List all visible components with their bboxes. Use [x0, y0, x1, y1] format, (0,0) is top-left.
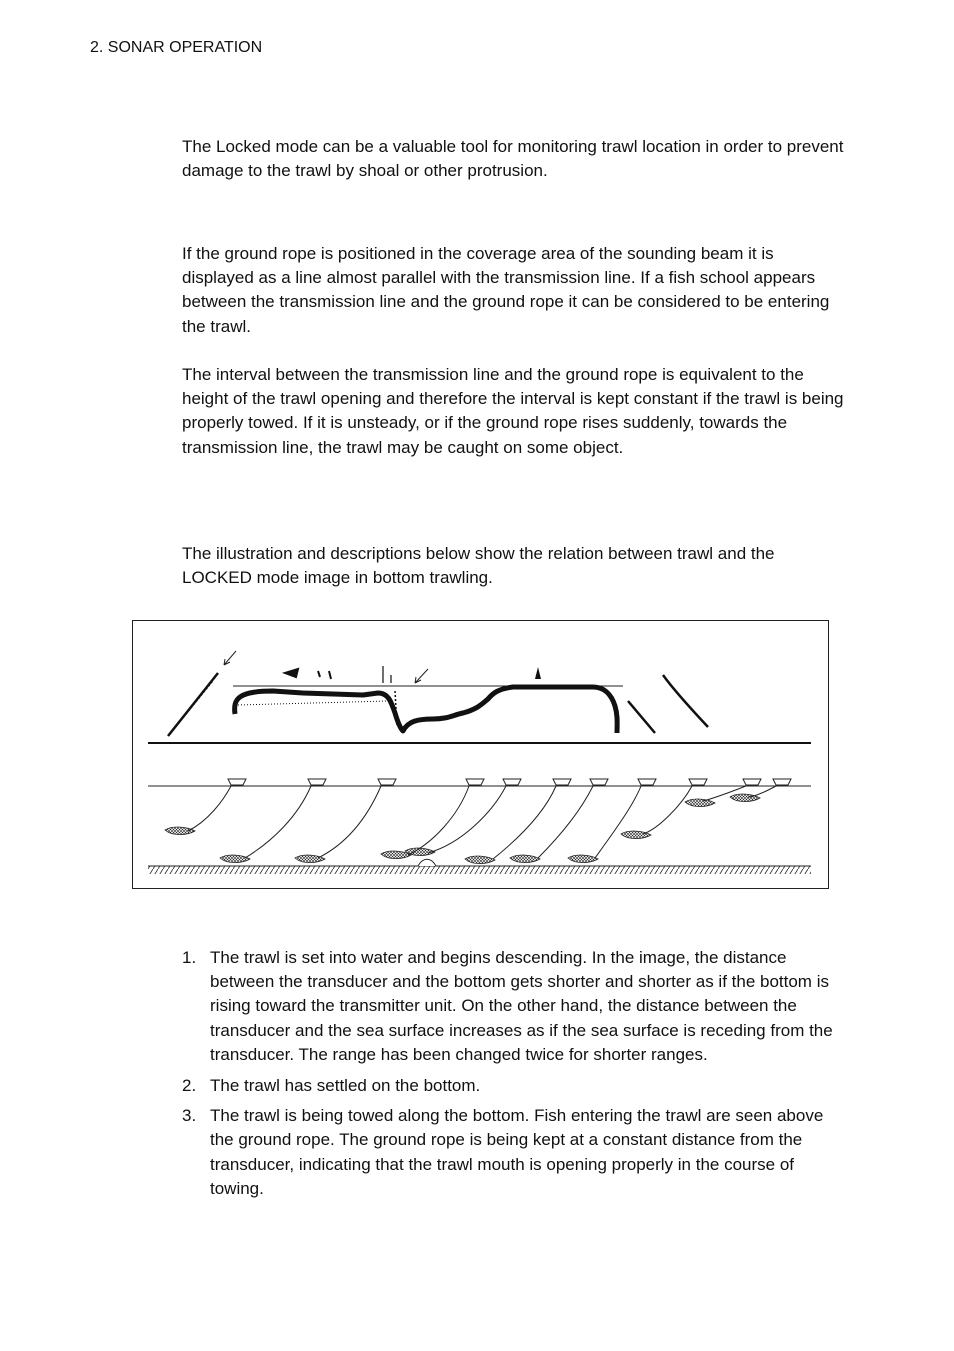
step-number: 2. — [182, 1075, 197, 1095]
locked-mode-echo-image — [168, 651, 708, 736]
step-number: 3. — [182, 1106, 197, 1126]
list-item — [182, 1104, 847, 1201]
vessels — [228, 779, 791, 785]
trawl-illustration — [132, 620, 829, 889]
trawl-warps — [188, 786, 776, 859]
list-item — [182, 1074, 847, 1098]
step-text: The trawl has settled on the bottom. — [210, 1075, 481, 1095]
paragraph-ground-rope: If the ground rope is positioned in the coverage area of the sounding beam it is displayed as a line almost parallel with the transmission line. If a fish school appears between the transmission line and the ground rope it can be considered to be entering the trawl. — [182, 244, 830, 336]
step-text: The trawl is being towed along the bottom. Fish entering the trawl are seen above the ground rope. The ground rope is being kept at a constant distance from the transducer, indicating that the trawl mouth is opening properly in the course of towing. — [210, 1106, 824, 1198]
paragraph-illustration-intro: The illustration and descriptions below show the relation between trawl and the LOCKED mode image in bottom trawling. — [182, 544, 775, 588]
list-item — [182, 946, 847, 1067]
section-header: 2. SONAR OPERATION — [90, 39, 263, 56]
trawl-nets — [165, 794, 760, 864]
paragraph-interval: The interval between the transmission line and the ground rope is equivalent to the height of the trawl opening and therefore the interval is kept constant if the trawl is being properly towed. If it is unsteady, or if the ground rope rises suddenly, towards the transmission line, the trawl may be caught on some object. — [182, 365, 844, 457]
paragraph-locked-mode: The Locked mode can be a valuable tool for monitoring trawl location in order to prevent damage to the trawl by shoal or other protrusion. — [182, 137, 844, 181]
step-text: The trawl is set into water and begins descending. In the image, the distance between the transducer and the bottom gets shorter and shorter as if the bottom is rising toward the transmitter unit. On the other hand, the distance between the transducer and the sea surface increases as if the sea surface is receding from the transducer. The range has been changed twice for shorter ranges. — [210, 948, 833, 1064]
step-number: 1. — [182, 948, 197, 967]
step-list — [182, 946, 847, 1208]
